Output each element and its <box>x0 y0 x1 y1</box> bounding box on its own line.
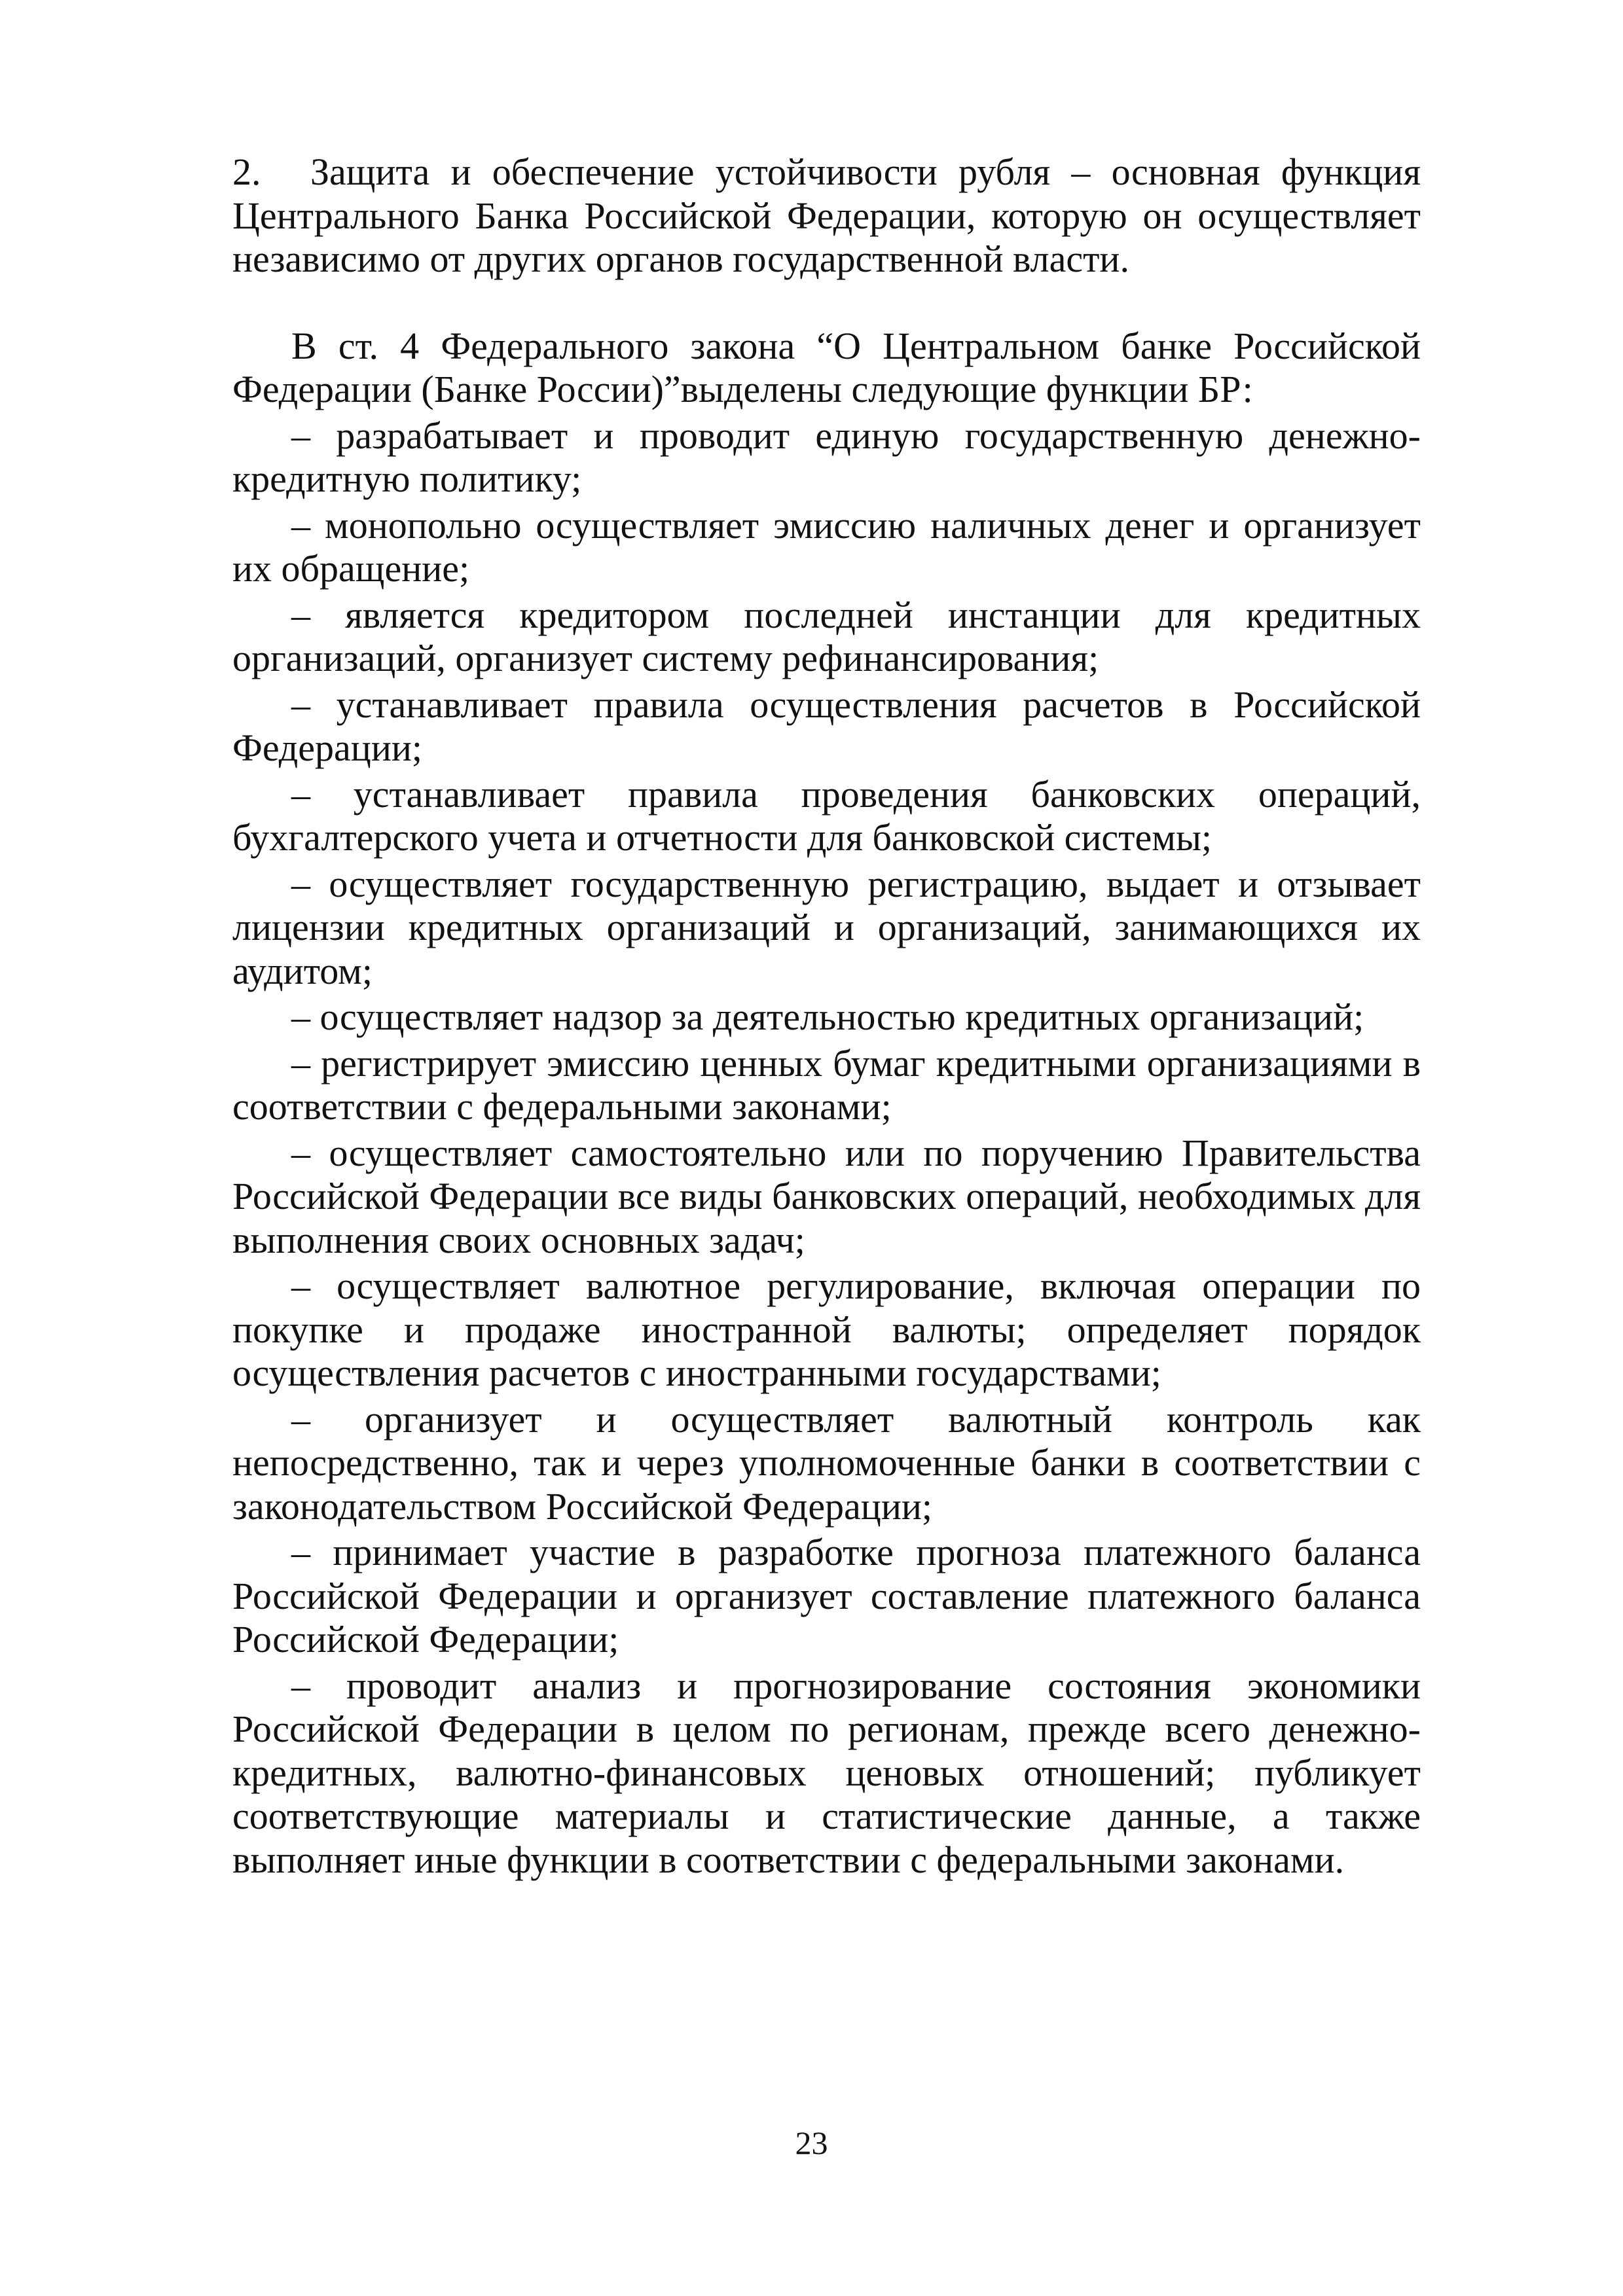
list-item: – осуществляет валютное регулирование, включая операции по покупке и продаже иностранной валюты; определяет порядок осуществления расчетов с иностранными государствами; <box>232 1265 1421 1394</box>
section-heading-text: Защита и обеспечение устойчивости рубля – основная функция Центрального Банка Российской Федерации, которую он осуществляет независимо от других органов государственной власти. <box>232 151 1421 280</box>
list-item: – устанавливает правила проведения банковских операций, бухгалтерского учета и отчетности для банковской системы; <box>232 772 1421 859</box>
functions-list <box>232 414 1421 1882</box>
list-item: – разрабатывает и проводит единую государственную денежно-кредитную политику; <box>232 414 1421 500</box>
page-number: 23 <box>795 2125 828 2161</box>
list-item: – принимает участие в разработке прогноза платежного баланса Российской Федерации и организует составление платежного баланса Российской Федерации; <box>232 1531 1421 1660</box>
section-number: 2. <box>232 151 261 193</box>
section-heading-paragraph <box>232 151 1421 281</box>
list-item: – устанавливает правила осуществления расчетов в Российской Федерации; <box>232 683 1421 769</box>
list-item: – является кредитором последней инстанции для кредитных организаций, организует систему рефинансирования; <box>232 593 1421 679</box>
intro-paragraph: В ст. 4 Федерального закона “О Центральном банке Российской Федерации (Банке России)”выделены следующие функции БР: <box>232 324 1421 410</box>
list-item: – осуществляет государственную регистрацию, выдает и отзывает лицензии кредитных организаций и организаций, занимающихся их аудитом; <box>232 862 1421 992</box>
list-item: – проводит анализ и прогнозирование состояния экономики Российской Федерации в целом по регионам, прежде всего денежно-кредитных, валютно-финансовых ценовых отношений; публикует соответствующие материалы и статистические данные, а также выполняет иные функции в соответствии с федеральными законами. <box>232 1664 1421 1881</box>
list-item: – осуществляет надзор за деятельностью кредитных организаций; <box>291 996 1364 1038</box>
list-item: – осуществляет самостоятельно или по поручению Правительства Российской Федерации все виды банковских операций, необходимых для выполнения своих основных задач; <box>232 1131 1421 1261</box>
list-item: – регистрирует эмиссию ценных бумаг кредитными организациями в соответствии с федеральными законами; <box>232 1041 1421 1128</box>
list-item: – монопольно осуществляет эмиссию наличных денег и организует их обращение; <box>232 503 1421 590</box>
list-item: – организует и осуществляет валютный контроль как непосредственно, так и через уполномоченные банки в соответствии с законодательством Российской Федерации; <box>232 1397 1421 1528</box>
page-body <box>232 151 1421 1882</box>
